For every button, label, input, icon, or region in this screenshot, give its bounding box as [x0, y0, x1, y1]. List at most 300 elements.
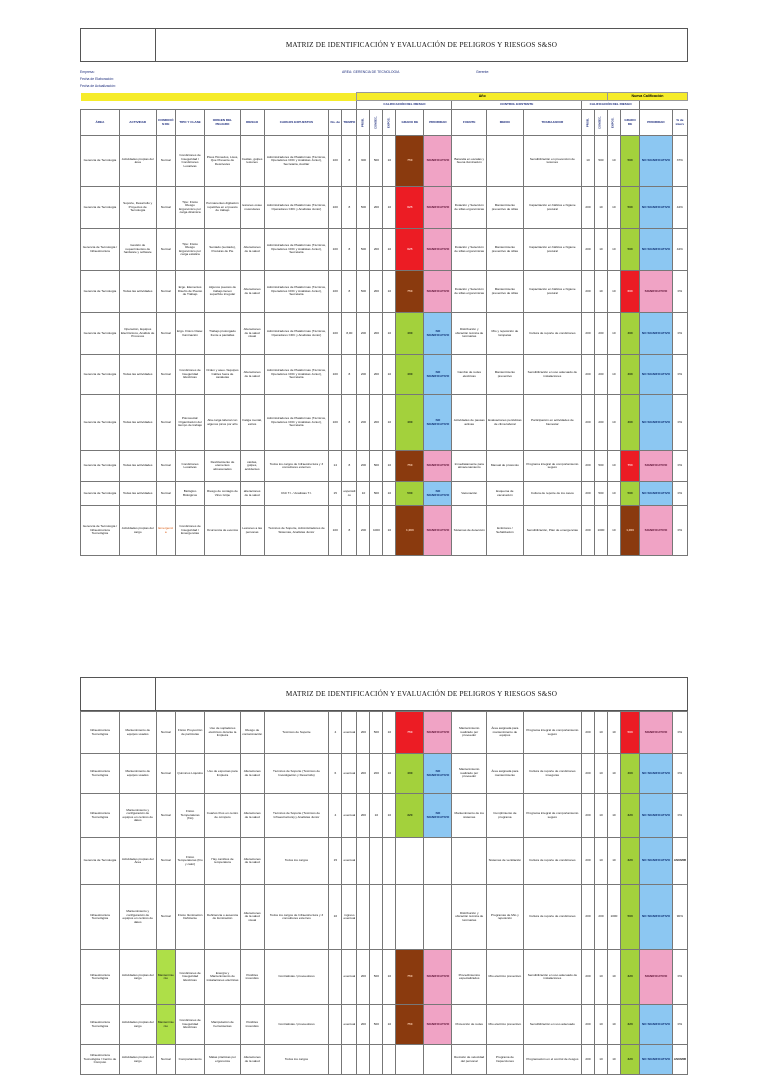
cell-p: 200 — [357, 506, 370, 556]
cell-c: 500 — [370, 712, 383, 754]
cell-c2: 200 — [594, 313, 607, 355]
cell-pri2: SIGNIFICATIVO — [640, 950, 672, 1005]
cell-pri2: NO SIGNIFICATIVO — [640, 794, 672, 838]
cell-pct: 0% — [672, 313, 687, 355]
cell-origen: Orden y aseo / Equipos Cables fuera de canaletas — [205, 355, 241, 395]
cell-p2: 200 — [582, 313, 595, 355]
cell-fuente: Dotación y Selección de sillas ergonómicas — [452, 271, 487, 313]
cell-pct: 42% — [672, 187, 687, 229]
cell-pct: 0% — [672, 355, 687, 395]
cell-gr: 750 — [396, 950, 424, 1005]
table-row — [81, 136, 688, 187]
cell-nexp: 15 — [329, 838, 342, 885]
cell-gr2: 400 — [620, 395, 639, 451]
cell-area: Gerencia de Tecnología — [81, 187, 120, 229]
cell-gr: 750 — [396, 1005, 424, 1045]
cell-p2: 200 — [582, 1045, 595, 1075]
cell-pri2: NO SIGNIFICATIVO — [640, 355, 672, 395]
cell-tiempo: eventual — [342, 794, 357, 838]
cell-c: 1000 — [370, 506, 383, 556]
cell-c: 200 — [370, 355, 383, 395]
cell-pri2: NO SIGNIFICATIVO — [640, 838, 672, 885]
col-grado: GRADO DE — [396, 110, 424, 136]
cell-e2: 10 — [607, 1005, 620, 1045]
matrix-page-1 — [80, 28, 688, 556]
cell-c2: 10 — [594, 187, 607, 229]
table-row — [81, 950, 688, 1005]
table-row — [81, 1005, 688, 1045]
cell-pct: 0% — [672, 395, 687, 451]
cell-cargos: Administradores de Plataformas (Técnicos, Operadores CDC y Analistas Junior), Secretaria — [264, 271, 329, 313]
cell-actividad: Actividades propias del cargo — [119, 950, 156, 1005]
cell-medio: Mto eléctrico preventivo — [487, 1005, 524, 1045]
cell-pri2: NO SIGNIFICATIVO — [640, 395, 672, 451]
col-prioridad: PRIORIDAD — [424, 110, 452, 136]
cell-trab: Programa integral de comportamiento seguro — [523, 712, 581, 754]
cell-tiempo: eventual — [342, 950, 357, 1005]
cell-gr2: 500 — [620, 482, 639, 506]
cell-e: 10 — [383, 451, 396, 482]
cell-tipo: Biológico Biológicos — [175, 482, 204, 506]
cell-tiempo — [342, 1045, 357, 1075]
cell-riesgo: Fatiga mental, estrés — [240, 395, 264, 451]
cell-origen: Sentado (sentado), Posturas de Pie — [205, 229, 241, 271]
cell-fuente — [452, 838, 487, 885]
cell-tiempo: 8,00 — [342, 313, 357, 355]
cell-trab: Cultura de reporte de condiciones — [523, 313, 581, 355]
cell-p2: 200 — [582, 355, 595, 395]
cell-area: Gerencia de Tecnología — [81, 271, 120, 313]
col-cargos: CARGOS EXPUESTOS — [264, 110, 329, 136]
cell-area: Gerencia de Tecnología — [81, 451, 120, 482]
cell-cargos: Todos los cargos de Infraestructura y 3 consultores externos — [264, 885, 329, 950]
cell-gr2: 320 — [620, 838, 639, 885]
cell-c2: 1000 — [594, 506, 607, 556]
cell-p: 200 — [357, 950, 370, 1005]
table-row — [81, 506, 688, 556]
cell-cargos: Administradores de Plataformas (Técnicos, Operadores CDC y Analistas Junior) — [264, 313, 329, 355]
cell-tiempo: eventual — [342, 838, 357, 885]
cell-gr2: 500 — [620, 229, 639, 271]
cell-e: 10 — [383, 136, 396, 187]
cell-origen: Hay cambios de temperatura — [205, 838, 241, 885]
cell-gr2: 600 — [620, 271, 639, 313]
cell-area: Gerencia de Tecnología — [81, 838, 120, 885]
cell-c: 500 — [370, 136, 383, 187]
cell-tipo: Condiciones de Inseguridad / Condiciones Locativas — [175, 136, 204, 187]
cell-e: 10 — [383, 506, 396, 556]
cell-riesgo: Posibles incendios — [240, 1005, 264, 1045]
cell-trab: Capacitación en hábitos e higiene postural — [523, 229, 581, 271]
cell-cond: Emergencia — [156, 506, 175, 556]
cell-nexp: 100 — [329, 313, 342, 355]
cell-medio: Área asignada para mantenimiento de equipos — [487, 712, 524, 754]
cell-cargos: Técnicos de Soporte (Técnicos de Investigación y Desarrollo) — [264, 754, 329, 794]
cell-pri2: NO SIGNIFICATIVO — [640, 1005, 672, 1045]
cell-actividad: Actividades propias del Área — [119, 838, 156, 885]
cell-tiempo: eventual — [342, 754, 357, 794]
cell-nexp: 100 — [329, 506, 342, 556]
col-prob-2: PROB. — [582, 110, 595, 136]
cell-origen: Deslizamiento de elementos almacenados — [205, 451, 241, 482]
cell-origen: Energía y Mantenimiento de instalaciones eléctricas — [205, 950, 241, 1005]
cell-fuente: Actividades de pausas activas — [452, 395, 487, 451]
cell-origen: Uso de espumas para limpieza — [205, 754, 241, 794]
col-expos: EXPOS. — [383, 110, 396, 136]
cell-c: 200 — [370, 271, 383, 313]
cell-cond: Normal — [156, 395, 175, 451]
cell-pct: ASUMIR — [672, 1045, 687, 1075]
cell-cargos: Administradores de Plataformas (Técnicos, Operadores CDC y Analistas Junior), Secretaria, Auxiliar — [264, 136, 329, 187]
cell-tiempo: 8 — [342, 136, 357, 187]
cell-cond: Normal — [156, 712, 175, 754]
cell-trab: Capacitación en hábitos e higiene postural — [523, 271, 581, 313]
document-title: MATRIZ DE IDENTIFICACIÓN Y EVALUACIÓN DE PELIGROS Y RIESGOS S&SO — [285, 41, 558, 49]
cell-nexp: 6 — [329, 754, 342, 794]
cell-area: Gerencia de Tecnología — [81, 395, 120, 451]
cell-cargos: Cfdr T.I. / Analistas T.I. — [264, 482, 329, 506]
cell-cargos: Todos los cargos de Infraestructura y 3 consultores externos — [264, 451, 329, 482]
cell-pri: SIGNIFICATIVO — [424, 271, 452, 313]
group-calificacion-1: CALIFICACIÓN DEL RIESGO — [357, 101, 452, 110]
cell-tipo: Físico Iluminación Deficiente — [176, 885, 205, 950]
cell-p: 200 — [357, 794, 370, 838]
cell-origen: Algunos puestos de trabajo tienen superficie irregular — [205, 271, 241, 313]
cell-pri: NO SIGNIFICATIVO — [424, 355, 452, 395]
cell-gr2: 400 — [620, 313, 639, 355]
cell-origen: Ocurrencia de eventos — [205, 506, 241, 556]
cell-c — [370, 838, 383, 885]
cell-e: 10 — [383, 271, 396, 313]
cell-p: 200 — [357, 395, 370, 451]
cell-pri2: SIGNIFICATIVO — [640, 271, 672, 313]
cell-pct: 42% — [672, 229, 687, 271]
cell-nexp: 100 — [329, 229, 342, 271]
cell-medio: Sistemas de ventilación — [487, 838, 524, 885]
cell-gr: 1,000 — [396, 506, 424, 556]
cell-pri2: NO SIGNIFICATIVO — [640, 136, 672, 187]
cell-trab: Sensibilización en prevención de lesiones — [523, 136, 581, 187]
cell-e: 10 — [383, 482, 396, 506]
cell-c: 200 — [370, 395, 383, 451]
table-row — [81, 451, 688, 482]
cell-e2: 10 — [607, 754, 620, 794]
cell-gr2: 500 — [620, 712, 639, 754]
cell-p2: 200 — [582, 271, 595, 313]
cell-nexp — [329, 1045, 342, 1075]
table-row — [81, 395, 688, 451]
cell-pct: 0% — [672, 271, 687, 313]
cell-pct: 0% — [672, 950, 687, 1005]
cell-cargos: Administradores de Plataformas (Técnicos, Operadores CDC y Analistas Junior), Secretaria — [264, 355, 329, 395]
cell-tiempo: 8 — [342, 395, 357, 451]
cell-actividad: Todas las actividades — [119, 271, 156, 313]
cell-e2: 10 — [607, 1045, 620, 1075]
cell-p2: 200 — [582, 950, 595, 1005]
cell-p: 10 — [357, 482, 370, 506]
cell-cond: Normal — [156, 1045, 175, 1075]
cell-riesgo: Alteraciones de la salud — [240, 794, 264, 838]
cell-pct: 0% — [672, 482, 687, 506]
cell-origen: Permanentes digitación repetitiva en el puesto de trabajo — [205, 187, 241, 229]
cell-pri2: NO SIGNIFICATIVO — [640, 187, 672, 229]
cell-p2: 200 — [582, 1005, 595, 1045]
document-title-2: MATRIZ DE IDENTIFICACIÓN Y EVALUACIÓN DE PELIGROS Y RIESGOS S&SO — [285, 690, 558, 698]
cell-trab: Sensibilización, Plan de emergencias — [523, 506, 581, 556]
cell-gr2: 320 — [620, 950, 639, 1005]
logo-placeholder — [81, 29, 156, 61]
cell-riesgo: Posibles incendios — [240, 950, 264, 1005]
cell-trab: Sensibilización en uso adecuado — [523, 1005, 581, 1045]
cell-gr: 750 — [396, 271, 424, 313]
cell-pri2: SIGNIFICATIVO — [640, 451, 672, 482]
cell-medio: Mantenimiento preventivo de sillas — [487, 271, 524, 313]
cell-actividad: Soporte, Desarrollo y Proyectos de Tecnología — [119, 187, 156, 229]
cell-e2: 10 — [607, 187, 620, 229]
cell-trab: Sensibilización en uso adecuado de instalaciones — [523, 950, 581, 1005]
cell-riesgo: Alteraciones de la salud visual — [240, 313, 264, 355]
cell-riesgo: Alteraciones de la salud — [240, 355, 264, 395]
cell-c: 200 — [370, 754, 383, 794]
cell-actividad: Todas las actividades — [119, 355, 156, 395]
cell-medio: Programas de Mto y reposición — [487, 885, 524, 950]
cell-area: Infraestructura Tecnológica — [81, 950, 120, 1005]
cell-p — [357, 885, 370, 950]
cell-p2: 200 — [582, 187, 595, 229]
cell-fuente: Baranda en escalas y buena iluminación — [452, 136, 487, 187]
cell-pri2: NO SIGNIFICATIVO — [640, 482, 672, 506]
table-row — [81, 754, 688, 794]
cell-e2: 10 — [607, 482, 620, 506]
cell-c2: 500 — [594, 136, 607, 187]
cell-trab: Programa integral de comportamiento seguro — [523, 794, 581, 838]
cell-actividad: Todas las actividades — [119, 482, 156, 506]
cell-tiempo: esporádico — [342, 482, 357, 506]
cell-pri: SIGNIFICATIVO — [424, 712, 452, 754]
cell-pri2: NO SIGNIFICATIVO — [640, 1045, 672, 1075]
col-expos-2: EXPOS. — [607, 110, 620, 136]
cell-e2: 10 — [607, 136, 620, 187]
cell-gr: 400 — [396, 395, 424, 451]
cell-cargos: Todos los cargos — [264, 838, 329, 885]
col-no-expuestos: No. de — [329, 110, 342, 136]
cell-actividad: Mantenimiento de equipos usados — [119, 754, 156, 794]
cell-c2: 500 — [594, 482, 607, 506]
cell-fuente: Mantenimiento realizado por proveedor — [452, 712, 487, 754]
cell-c: 200 — [370, 229, 383, 271]
cell-pri2: SIGNIFICATIVO — [640, 506, 672, 556]
table-row — [81, 271, 688, 313]
cell-cargos: Técnicos de Soporte (Técnicos de Infraestructura) y Analistas Junior — [264, 794, 329, 838]
cell-c2: 10 — [594, 1005, 607, 1045]
table-row — [81, 313, 688, 355]
cell-nexp — [329, 950, 342, 1005]
cell-pri: SIGNIFICATIVO — [424, 506, 452, 556]
cell-actividad: Mantenimiento de equipos usados — [119, 712, 156, 754]
cell-e2: 10 — [607, 395, 620, 451]
cell-fuente: Distribución y ubicación técnica de luminarias — [452, 885, 487, 950]
cell-area: Gerencia de Tecnología — [81, 482, 120, 506]
cell-tipo: Condiciones Locativas — [175, 451, 204, 482]
meta-empresa: Empresa: — [80, 70, 95, 74]
cell-medio: Área asignada para mantenimiento — [487, 754, 524, 794]
col-area: ÁREA — [81, 110, 120, 136]
cell-trab: Cultura de reporte de condiciones — [523, 885, 581, 950]
cell-p: 500 — [357, 187, 370, 229]
cell-pri2: NO SIGNIFICATIVO — [640, 754, 672, 794]
cell-medio: Cumplimiento de programa — [487, 794, 524, 838]
cell-p2: 200 — [582, 754, 595, 794]
cell-area: Infraestructura Tecnológica — [81, 885, 120, 950]
cell-nexp — [329, 1005, 342, 1045]
cell-pct: 0% — [672, 794, 687, 838]
cell-pri: NO SIGNIFICATIVO — [424, 313, 452, 355]
cell-pri2: NO SIGNIFICATIVO — [640, 885, 672, 950]
cell-c: 500 — [370, 451, 383, 482]
cell-cond: Normal — [156, 136, 175, 187]
cell-e2: 10 — [607, 451, 620, 482]
cell-actividad: Actividades propias del cargo — [119, 506, 156, 556]
table-body-2 — [81, 712, 688, 1075]
cell-gr2: 750 — [620, 451, 639, 482]
cell-area: Gerencia de Tecnología — [81, 136, 120, 187]
cell-p2: 200 — [582, 506, 595, 556]
cell-e2: 10 — [607, 355, 620, 395]
cell-c2: 10 — [594, 712, 607, 754]
table-body-1 — [81, 136, 688, 556]
meta-fecha-actualizacion: Fecha de Actualización: — [80, 84, 116, 88]
cell-pri — [424, 885, 452, 950]
cell-cond: Normal — [156, 451, 175, 482]
cell-e — [383, 885, 396, 950]
cell-tipo: Condiciones de Inseguridad / Emergencias — [175, 506, 204, 556]
cell-cargos: Contratistas / proveedores — [264, 950, 329, 1005]
cell-actividad: Gestión de requerimientos de hardware y software — [119, 229, 156, 271]
col-riesgo: RIESGO — [240, 110, 264, 136]
col-prioridad-2: PRIORIDAD — [640, 110, 672, 136]
cell-e: 10 — [383, 950, 396, 1005]
cell-p: 500 — [357, 229, 370, 271]
cell-origen: Deficiencia o ausencia de iluminación — [205, 885, 241, 950]
cell-riesgo: Alteraciones de la salud — [240, 229, 264, 271]
cell-gr: 625 — [396, 229, 424, 271]
cell-origen: Malas prácticas por ergonomía — [205, 1045, 241, 1075]
cell-pri2: SIGNIFICATIVO — [640, 712, 672, 754]
cell-actividad: Mantenimiento y configuración de equipos en centros de datos — [119, 794, 156, 838]
cell-actividad: Actividades propias del cargo — [119, 1005, 156, 1045]
cell-tipo: Físico Temperaturas (frío) — [176, 794, 205, 838]
cell-area: Infraestructura Tecnológica — [81, 1005, 120, 1045]
cell-e: 10 — [383, 794, 396, 838]
cell-gr2: 1,000 — [620, 506, 639, 556]
cell-fuente: Vacunación — [452, 482, 487, 506]
cell-p — [357, 838, 370, 885]
cell-riesgo: Riesgo de contaminación — [240, 712, 264, 754]
cell-gr2: 400 — [620, 355, 639, 395]
cell-pri2: NO SIGNIFICATIVO — [640, 313, 672, 355]
cell-p: 200 — [357, 313, 370, 355]
cell-riesgo: Alteraciones de la salud — [240, 754, 264, 794]
cell-medio — [487, 136, 524, 187]
cell-area: Infraestructura Tecnológica — [81, 794, 120, 838]
cell-nexp: 4 — [329, 794, 342, 838]
cell-actividad: Actividades propias del cargo — [119, 1045, 156, 1075]
table-row — [81, 482, 688, 506]
cell-c2: 10 — [594, 1045, 607, 1075]
col-medio: MEDIO — [487, 110, 524, 136]
cell-riesgo: Alteraciones de la salud — [240, 271, 264, 313]
cell-nexp: 100 — [329, 355, 342, 395]
cell-c: 500 — [370, 1005, 383, 1045]
cell-e: 10 — [383, 187, 396, 229]
cell-cond: Normal — [156, 187, 175, 229]
cell-nexp: 100 — [329, 395, 342, 451]
cell-area: Gerencia de Tecnología / Infraestructura — [81, 229, 120, 271]
cell-nexp: 100 — [329, 271, 342, 313]
cell-gr: 625 — [396, 187, 424, 229]
cell-cargos: Administradores de Plataformas (Técnicos, Operadores CDC y Analistas Junior) — [264, 187, 329, 229]
cell-p2: 200 — [582, 885, 595, 950]
cell-gr: 750 — [396, 451, 424, 482]
col-trabajador: TRABAJADOR — [523, 110, 581, 136]
cell-e: 10 — [383, 313, 396, 355]
cell-nexp: 10 — [329, 885, 342, 950]
cell-p — [357, 1045, 370, 1075]
cell-area: Infraestructura Tecnológica — [81, 754, 120, 794]
risk-matrix-table-2 — [80, 711, 688, 1075]
cell-e: 10 — [383, 1005, 396, 1045]
cell-tiempo: 8 — [342, 451, 357, 482]
cell-p: 200 — [357, 754, 370, 794]
cell-actividad: Operación, Equipos Electrónicos, Análisis de Procesos — [119, 313, 156, 355]
col-fuente: FUENTE — [452, 110, 487, 136]
cell-tiempo: 8 — [342, 187, 357, 229]
table-row — [81, 712, 688, 754]
group-calificacion-2: CALIFICACIÓN DEL RIESGO — [582, 101, 640, 110]
cell-p2: 200 — [582, 229, 595, 271]
cell-fuente: Revisión de velocidad del personal — [452, 1045, 487, 1075]
cell-c2: 200 — [594, 885, 607, 950]
cell-e2: 10 — [607, 794, 620, 838]
cell-pri: SIGNIFICATIVO — [424, 136, 452, 187]
cell-tipo: Condiciones de Inseguridad Eléctricas — [176, 950, 205, 1005]
cell-gr — [396, 838, 424, 885]
table-row — [81, 229, 688, 271]
cell-origen: Pisos Húmedos, Lisos, Que Presente de Desniveles — [205, 136, 241, 187]
cell-gr: 750 — [396, 136, 424, 187]
col-actividad: ACTIVIDAD — [119, 110, 156, 136]
cell-cond: Normal — [156, 838, 175, 885]
cell-medio: Mto y reposición de lámparas — [487, 313, 524, 355]
meta-gerente: Gerente: — [476, 70, 490, 74]
cell-area: Infraestructura Tecnológica — [81, 712, 120, 754]
cell-pri — [424, 1045, 452, 1075]
cell-pct: 0% — [672, 754, 687, 794]
cell-origen: Riesgo de contagio de Virus Gripe — [205, 482, 241, 506]
cell-medio: Mto eléctrico preventivo — [487, 950, 524, 1005]
cell-p: 200 — [357, 355, 370, 395]
cell-pri2: NO SIGNIFICATIVO — [640, 229, 672, 271]
cell-c: 200 — [370, 313, 383, 355]
cell-cond: Normal — [156, 754, 175, 794]
cell-tipo: Condiciones de Inseguridad Eléctricas — [176, 1005, 205, 1045]
cell-pct: 90% — [672, 885, 687, 950]
cell-actividad: Mantenimiento y configuración de equipos en centros de datos — [119, 885, 156, 950]
col-conse-2: CONSEC. — [594, 110, 607, 136]
cell-tiempo: 8 — [342, 229, 357, 271]
cell-e: 10 — [383, 712, 396, 754]
cell-trab: Programa integral de comportamiento seguro — [523, 451, 581, 482]
